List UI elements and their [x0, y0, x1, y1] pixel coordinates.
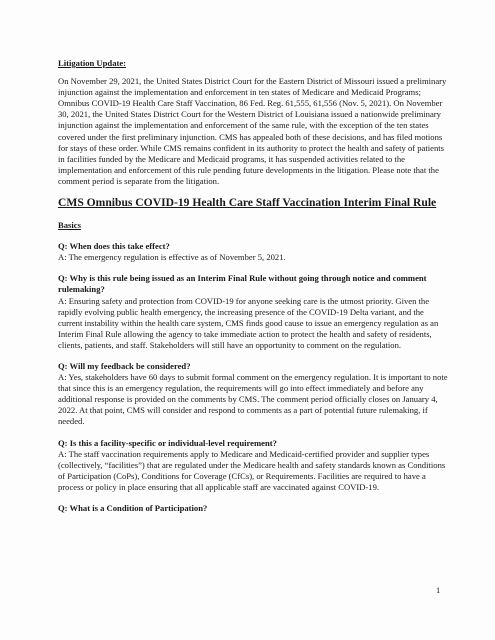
answer: A: The staff vaccination requirements apply to Medicare and Medicaid-certified provider and supplier types (collectively, “facilities”) that are regulated under the Medicare health and safety standards known as Conditions of Participation (CoPs), Conditions for Coverage (CfCs), or Requirements. Facilities are required to have a process or policy in place ensuring that all applicable staff are vaccinated against COVID-19.	[58, 448, 446, 492]
document-content	[58, 58, 448, 524]
answer: A: Yes, stakeholders have 60 days to submit formal comment on the emergency regulation. It is important to note that since this is an emergency regulation, the requirements will go into effect immediately and before any additional response is provided on the comments by CMS. The comment period officially closes on January 4, 2022. At that point, CMS will consider and respond to comments as a part of potential future rulemaking, if needed.	[58, 372, 448, 427]
answer: A: The emergency regulation is effective as of November 5, 2021.	[58, 252, 286, 263]
qa-item	[58, 241, 448, 263]
answer: A: Ensuring safety and protection from COVID-19 for anyone seeking care is the utmost priority. Given the rapidly evolving public health emergency, the increasing presence of the COVID-19 Delta variant, and the current instability within the health care system, CMS finds good cause to issue an emergency regulation as an Interim Final Rule allowing the agency to take immediate action to protect the health and safety of residents, clients, patients, and staff. Stakeholders will still have an opportunity to comment on the regulation.	[58, 295, 439, 350]
qa-item	[58, 361, 448, 428]
question: Q: What is a Condition of Participation?	[58, 503, 208, 513]
question: Q: Will my feedback be considered?	[58, 360, 191, 371]
qa-item	[58, 273, 448, 351]
basics-heading: Basics	[58, 220, 81, 231]
question: Q: Is this a facility-specific or individual-level requirement?	[58, 437, 277, 448]
section-title: CMS Omnibus COVID-19 Health Care Staff Vaccination Interim Final Rule	[58, 196, 437, 210]
question: Q: When does this take effect?	[58, 241, 170, 252]
question: Q: Why is this rule being issued as an Interim Final Rule without going through notice and comment rulemaking?	[58, 273, 427, 295]
litigation-heading: Litigation Update:	[58, 58, 127, 68]
qa-item	[58, 438, 448, 493]
qa-item	[58, 503, 448, 514]
litigation-paragraph: On November 29, 2021, the United States District Court for the Eastern District of Missouri issued a preliminary injunction against the implementation and enforcement in ten states of Medicare and Medicaid Programs; Omnibus COVID-19 Health Care Staff Vaccination, 86 Fed. Reg. 61,555, 61,556 (Nov. 5, 2021). On November 30, 2021, the United States District Court for the Western District of Louisiana issued a nationwide preliminary injunction against the implementation and enforcement of the same rule, with the exception of the ten states covered under the first preliminary injunction. CMS has appealed both of these decisions, and has filed motions for stays of these order. While CMS remains confident in its authority to protect the health and safety of patients in facilities funded by the Medicare and Medicaid programs, it has suspended activities related to the implementation and enforcement of this rule pending future developments in the litigation. Please note that the comment period is separate from the litigation.	[58, 76, 447, 186]
page-number: 1	[436, 586, 441, 595]
